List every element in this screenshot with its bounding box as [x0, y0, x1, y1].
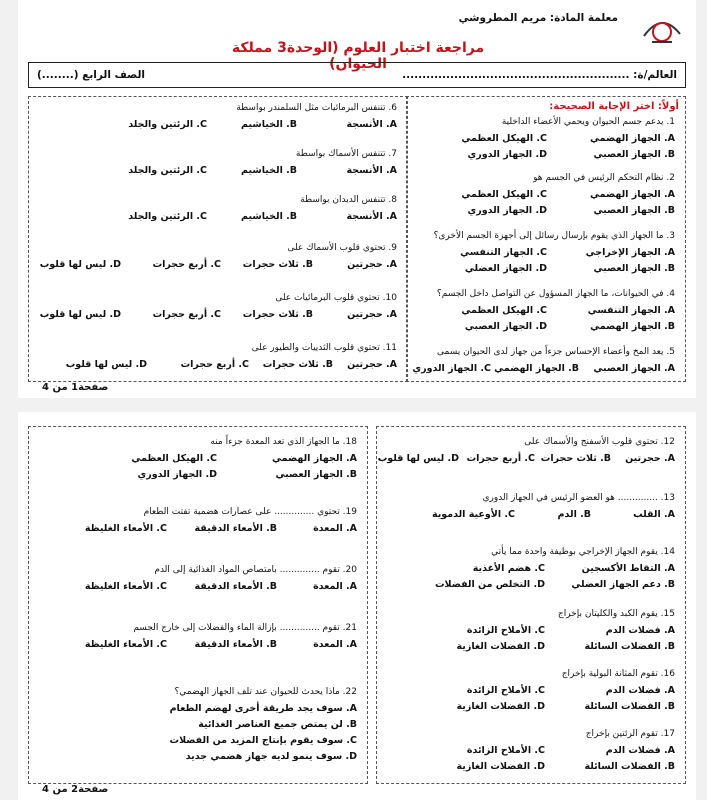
option-a[interactable]: A. الجهاز الإخراجي	[585, 247, 675, 258]
option-b[interactable]: B. الفضلات السائلة	[584, 701, 675, 712]
question-10	[33, 293, 397, 329]
questions-panel-right	[376, 426, 686, 784]
option-b[interactable]: B. الجهاز العصبي	[593, 205, 675, 216]
option-b[interactable]: B. الخياشيم	[241, 165, 297, 176]
question-12	[377, 437, 675, 473]
option-c[interactable]: C. الأوعية الدموية	[431, 509, 515, 520]
question-stem: 3. ما الجهاز الذي يقوم بإرسال رسائل إلى أجهزة الجسم الأخرى؟	[433, 231, 675, 241]
option-b[interactable]: B. ثلاث حجرات	[242, 309, 313, 320]
questions-panel-right	[406, 96, 686, 382]
option-a[interactable]: A. المعدة	[313, 639, 357, 650]
teacher-name: معلمة المادة: مريم المطروشي	[458, 12, 618, 24]
option-a[interactable]: A. سوف يجد طريقة أخرى لهضم الطعام	[169, 703, 357, 714]
question-7	[33, 149, 397, 185]
question-stem: 21. تقوم .............. بإزالة الماء والفضلات إلى خارج الجسم	[133, 623, 357, 633]
option-c[interactable]: C. الهيكل العظمي	[131, 453, 217, 464]
question-14	[385, 547, 675, 599]
option-c[interactable]: C. الأمعاء الغليظة	[84, 523, 167, 534]
option-c[interactable]: C. الأملاح الزائدة	[466, 685, 545, 696]
option-b[interactable]: B. ثلاث حجرات	[540, 453, 611, 464]
question-17	[385, 729, 675, 781]
question-stem: 12. تحتوي قلوب الأسفنج والأسماك على	[524, 437, 675, 447]
option-a[interactable]: A. الأنسجة	[346, 211, 397, 222]
option-b[interactable]: B. الجهاز الهضمي	[590, 321, 675, 332]
option-a[interactable]: A. الجهاز الهضمي	[272, 453, 357, 464]
option-d[interactable]: D. الفضلات الغازية	[456, 641, 545, 652]
worksheet-page-2	[18, 412, 696, 800]
option-b[interactable]: B. لن يمتص جميع العناصر الغذائية	[198, 719, 357, 730]
question-22	[37, 687, 357, 777]
option-c[interactable]: C. الجهاز الدوري	[412, 363, 491, 374]
option-a[interactable]: A. الجهاز الهضمي	[590, 189, 675, 200]
option-d[interactable]: D. الجهاز الدوري	[137, 469, 217, 480]
option-a[interactable]: A. حجرتين	[625, 453, 675, 464]
option-b[interactable]: B. الخياشيم	[241, 211, 297, 222]
grade-line: الصف الرابع (........)	[37, 69, 145, 81]
option-a[interactable]: A. حجرتين	[347, 309, 397, 320]
question-4	[411, 289, 675, 345]
option-c[interactable]: C. أربع حجرات	[466, 453, 535, 464]
option-d[interactable]: D. ليس لها قلوب	[65, 359, 147, 370]
option-b[interactable]: B. الأمعاء الدقيقة	[194, 523, 277, 534]
option-a[interactable]: A. الأنسجة	[346, 119, 397, 130]
option-c[interactable]: C. الأملاح الزائدة	[466, 745, 545, 756]
option-c[interactable]: C. الأمعاء الغليظة	[84, 639, 167, 650]
option-b[interactable]: B. الفضلات السائلة	[584, 761, 675, 772]
question-stem: 9. تحتوي قلوب الأسماك على	[287, 243, 397, 253]
option-d[interactable]: D. ليس لها قلوب	[39, 309, 121, 320]
question-stem: 8. تتنفس الديدان بواسطة	[300, 195, 397, 205]
option-c[interactable]: C. الهيكل العظمي	[461, 305, 547, 316]
option-d[interactable]: D. سوف ينمو لديه جهاز هضمي جديد	[185, 751, 357, 762]
question-stem: 10. تحتوي قلوب البرمائيات على	[275, 293, 397, 303]
option-d[interactable]: D. الفضلات الغازية	[456, 761, 545, 772]
question-5	[411, 347, 675, 381]
questions-panel-left	[28, 96, 408, 382]
option-a[interactable]: A. المعدة	[313, 581, 357, 592]
question-15	[385, 609, 675, 661]
option-b[interactable]: B. الجهاز العصبي	[275, 469, 357, 480]
option-d[interactable]: D. الجهاز الدوري	[467, 205, 547, 216]
question-3	[411, 231, 675, 287]
question-stem: 15. يقوم الكبد والكليتان بإخراج	[557, 609, 675, 619]
option-d[interactable]: D. الجهاز الدوري	[467, 149, 547, 160]
question-stem: 5. يعد المخ وأعضاء الإحساس جزءاً من جهاز لدى الحيوان يسمى	[437, 347, 675, 357]
option-d[interactable]: D. الفضلات الغازية	[456, 701, 545, 712]
option-a[interactable]: A. التقاط الأكسجين	[581, 563, 675, 574]
option-b[interactable]: B. الجهاز العصبي	[593, 263, 675, 274]
option-a[interactable]: A. حجرتين	[347, 259, 397, 270]
option-b[interactable]: B. الجهاز العصبي	[593, 149, 675, 160]
option-d[interactable]: D. التخلص من الفضلات	[434, 579, 545, 590]
option-a[interactable]: A. الجهاز الهضمي	[590, 133, 675, 144]
option-b[interactable]: B. ثلاث حجرات	[242, 259, 313, 270]
option-b[interactable]: B. الجهاز الهضمي	[494, 363, 579, 374]
question-stem: 18. ما الجهاز الذي تعد المعدة جزءاً منه	[210, 437, 357, 447]
option-a[interactable]: A. القلب	[633, 509, 675, 520]
option-a[interactable]: A. المعدة	[313, 523, 357, 534]
option-c[interactable]: C. أربع حجرات	[180, 359, 249, 370]
question-stem: 14. يقوم الجهاز الإخراجي بوظيفة واحدة مما يأتي	[491, 547, 675, 557]
school-logo	[634, 6, 690, 52]
option-c[interactable]: C. الرئتين والجلد	[128, 119, 207, 130]
worksheet-page-1	[18, 0, 696, 398]
option-c[interactable]: C. أربع حجرات	[152, 259, 221, 270]
option-b[interactable]: B. الفضلات السائلة	[584, 641, 675, 652]
option-d[interactable]: D. ليس لها قلوب	[39, 259, 121, 270]
question-stem: 19. تحتوي .............. على عصارات هضمية تفتت الطعام	[143, 507, 357, 517]
question-8	[33, 195, 397, 231]
option-c[interactable]: C. الأمعاء الغليظة	[84, 581, 167, 592]
option-c[interactable]: C. الجهاز التنفسي	[460, 247, 547, 258]
question-21	[37, 623, 357, 659]
option-a[interactable]: A. الجهاز العصبي	[593, 363, 675, 374]
option-d[interactable]: D. ليس لها قلوب	[377, 453, 459, 464]
question-stem: 17. تقوم الرئتين بإخراج	[585, 729, 675, 739]
option-c[interactable]: C. الهيكل العظمي	[461, 189, 547, 200]
question-18	[37, 437, 357, 489]
question-11	[33, 343, 397, 379]
option-b[interactable]: B. الأمعاء الدقيقة	[194, 639, 277, 650]
question-stem: 16. تقوم المثانة البولية بإخراج	[561, 669, 675, 679]
option-b[interactable]: B. ثلاث حجرات	[262, 359, 333, 370]
option-c[interactable]: C. الرئتين والجلد	[128, 211, 207, 222]
worksheet-title: مراجعة اختبار العلوم (الوحدة3 مملكة الحيوان)	[231, 40, 485, 72]
option-a[interactable]: A. فضلات الدم	[605, 625, 675, 636]
option-a[interactable]: A. الأنسجة	[346, 165, 397, 176]
option-c[interactable]: C. الهيكل العظمي	[461, 133, 547, 144]
question-1	[411, 117, 675, 173]
option-c[interactable]: C. سوف يقوم بإنتاج المزيد من الفضلات	[169, 735, 357, 746]
question-stem: 1. يدعم جسم الحيوان ويحمي الأعضاء الداخلية	[501, 117, 675, 127]
question-stem: 4. في الحيوانات، ما الجهاز المسؤول عن التواصل داخل الجسم؟	[436, 289, 675, 299]
questions-panel-left	[28, 426, 368, 784]
question-6	[33, 103, 397, 139]
option-b[interactable]: B. دعم الجهاز العضلي	[571, 579, 675, 590]
question-2	[411, 173, 675, 229]
question-stem: 22. ماذا يحدث للحيوان عند تلف الجهاز الهضمي؟	[174, 687, 357, 697]
option-c[interactable]: C. الرئتين والجلد	[128, 165, 207, 176]
option-a[interactable]: A. فضلات الدم	[605, 745, 675, 756]
option-b[interactable]: B. الأمعاء الدقيقة	[194, 581, 277, 592]
option-c[interactable]: C. هضم الأغذية	[472, 563, 545, 574]
question-stem: 13. .............. هو العضو الرئيس في الجهاز الدوري	[482, 493, 675, 503]
student-name-line: العالم/ة: .........................................................	[402, 69, 677, 81]
option-d[interactable]: D. الجهاز العضلي	[464, 263, 547, 274]
section-title: أولاً: اختر الإجابة الصحيحة:	[549, 101, 679, 112]
option-d[interactable]: D. الجهاز العصبي	[464, 321, 547, 332]
option-c[interactable]: C. أربع حجرات	[152, 309, 221, 320]
question-stem: 6. تتنفس البرمائيات مثل السلمندر بواسطة	[236, 103, 397, 113]
question-stem: 11. تحتوي قلوب الثدييات والطيور على	[251, 343, 397, 353]
option-a[interactable]: A. فضلات الدم	[605, 685, 675, 696]
page-number: صفحة2 من 4	[42, 784, 109, 795]
page-number: صفحة1 من 4	[42, 382, 109, 393]
student-info-row	[28, 62, 686, 88]
question-19	[37, 507, 357, 543]
question-stem: 20. تقوم .............. بامتصاص المواد الغذائية إلى الدم	[154, 565, 357, 575]
question-13	[385, 493, 675, 529]
question-20	[37, 565, 357, 601]
option-b[interactable]: B. الخياشيم	[241, 119, 297, 130]
question-16	[385, 669, 675, 721]
option-b[interactable]: B. الدم	[557, 509, 591, 520]
option-c[interactable]: C. الأملاح الزائدة	[466, 625, 545, 636]
question-stem: 7. تتنفس الأسماك بواسطة	[295, 149, 397, 159]
option-a[interactable]: A. حجرتين	[347, 359, 397, 370]
question-stem: 2. نظام التحكم الرئيس في الجسم هو	[533, 173, 675, 183]
option-a[interactable]: A. الجهاز التنفسي	[587, 305, 675, 316]
question-9	[33, 243, 397, 279]
